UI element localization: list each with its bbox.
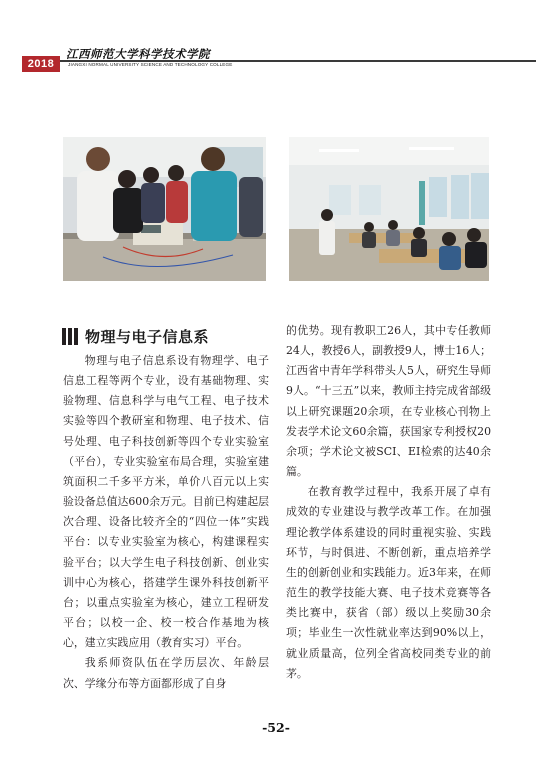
paragraph: 的优势。现有教职工26人，其中专任教师24人，教授6人，副教授9人，博士16人；江西省中青年学科带头人5人，研究生导师9人。“十三五”以来，教师主持完成省部级以上研究课题20余项，在专业核心刊物上发表学术论文60余篇，获国家专利授权20余项；学术论文被SCI、EI检索的达40余篇。 (286, 324, 491, 479)
text-column-right (286, 321, 491, 684)
page-number: -52- (262, 720, 290, 735)
text-column-left (63, 351, 269, 694)
heading-bars-icon (62, 328, 78, 345)
photo-classroom (289, 137, 489, 281)
college-logo-text-en: JIANGXI NORMAL UNIVERSITY SCIENCE AND TECHNOLOGY COLLEGE (68, 62, 233, 67)
year-badge: 2018 (22, 56, 60, 72)
section-heading (62, 327, 209, 345)
paragraph: 在教育教学过程中，我系开展了卓有成效的专业建设与教学改革工作。在加强理论教学体系建设的同时重视实验、实践环节，与时俱进、不断创新，重点培养学生的创新创业和实践能力。近3年来，在师范生的教学技能大赛、电子技术竞赛等各类比赛中，获省（部）级以上奖励30余项；毕业生一次性就业率达到90%以上，就业质量高，位列全省高校同类专业的前茅。 (286, 485, 491, 680)
paragraph: 物理与电子信息系设有物理学、电子信息工程等两个专业，设有基础物理、实验物理、信息科学与电气工程、电子技术实验等四个教研室和物理、电子技术、信号处理、电子科技创新等四个专业实验室（平台），专业实验室布局合理，实验室建筑面积二千多平方米，单价八百元以上实验设备总值达600余万元。目前已构建起层次合理、设备比较齐全的“四位一体”实践平台：以专业实验室为核心，构建课程实验平台；以大学生电子科技创新、创业实训中心为核心，搭建学生课外科技创新平台；以重点实验室为核心，建立工程研发平台；以校一企、校一校合作基地为核心，建立实践应用（教育实习）平台。 (63, 354, 269, 650)
paragraph: 我系师资队伍在学历层次、年龄层次、学缘分布等方面都形成了自身 (63, 656, 269, 690)
section-title: 物理与电子信息系 (85, 327, 210, 346)
photo-lab-students (63, 137, 266, 281)
college-logo-text-cn: 江西师范大学科学技术学院 (66, 47, 210, 61)
